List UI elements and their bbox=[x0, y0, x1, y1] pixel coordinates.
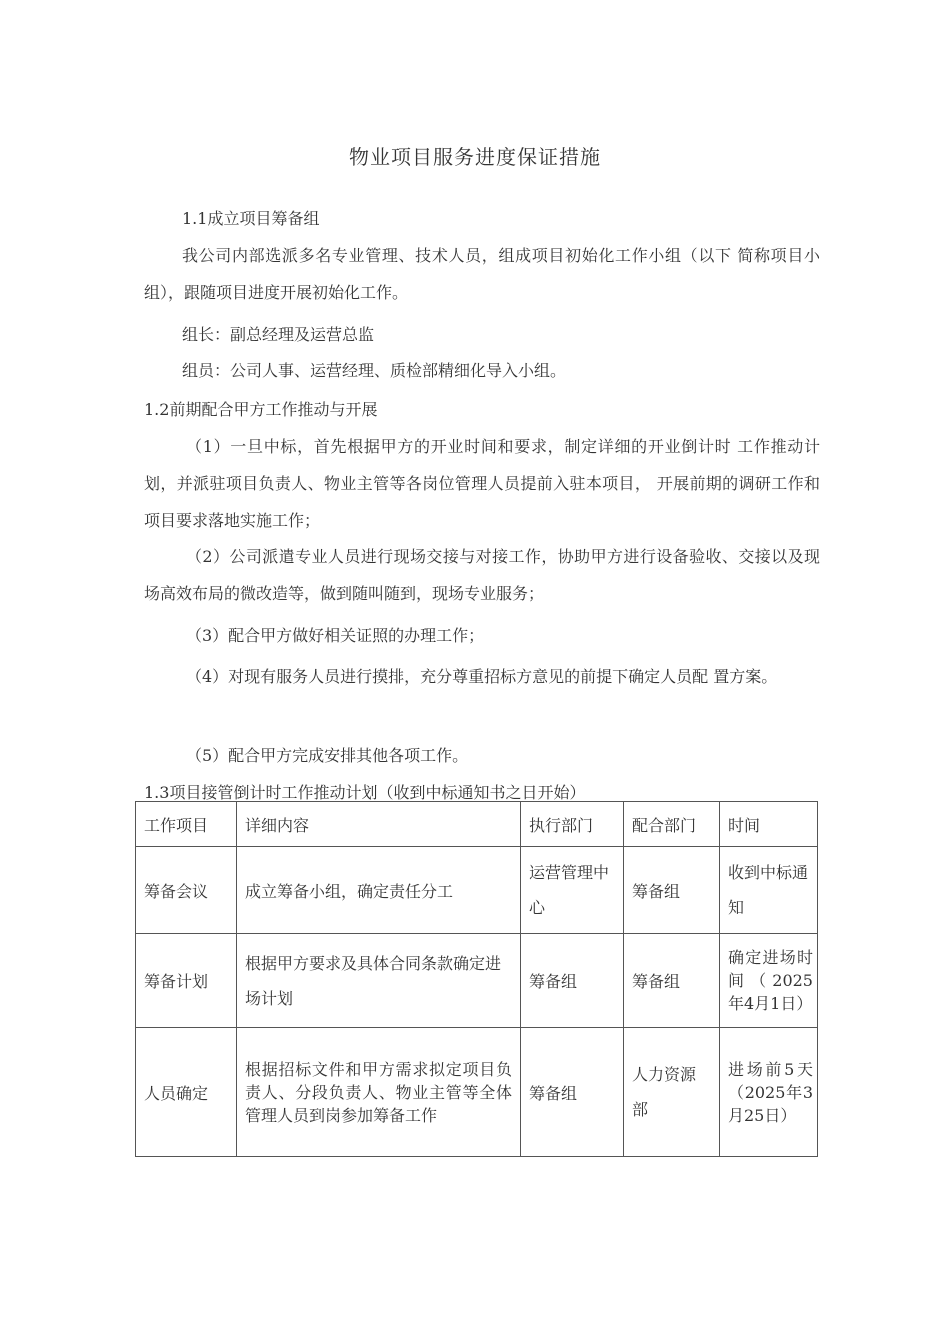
leader-line: 组长：副总经理及运营总监 bbox=[182, 325, 375, 344]
table-header-cell: 配合部门 bbox=[624, 802, 720, 847]
table-cell: 人力资源部 bbox=[624, 1028, 720, 1157]
table-row bbox=[136, 934, 818, 1028]
list-item: （3）配合甲方做好相关证照的办理工作； bbox=[186, 626, 485, 645]
table-header-cell: 执行部门 bbox=[521, 802, 624, 847]
table-cell: 筹备组 bbox=[521, 934, 624, 1028]
section-1-2-heading: 1.2前期配合甲方工作推动与开展 bbox=[144, 400, 378, 419]
table-cell: 筹备计划 bbox=[136, 934, 237, 1028]
table-cell: 筹备组 bbox=[624, 847, 720, 934]
table-cell: 根据甲方要求及具体合同条款确定进场计划 bbox=[237, 934, 521, 1028]
table-cell: 筹备会议 bbox=[136, 847, 237, 934]
section-1-3-heading: 1.3项目接管倒计时工作推动计划（收到中标通知书之日开始） bbox=[144, 783, 586, 802]
list-item: （1）一旦中标，首先根据甲方的开业时间和要求，制定详细的开业倒计时 工作推动计划，并派驻项目负责人、物业主管等各岗位管理人员提前入驻本项目， 开展前期的调研工作和项目要求落地实施工作； bbox=[144, 437, 820, 530]
table-cell: 确定进场时间（2025年4月1日） bbox=[720, 934, 818, 1028]
table-row bbox=[136, 847, 818, 934]
table-cell: 筹备组 bbox=[521, 1028, 624, 1157]
table-cell: 收到中标通知 bbox=[720, 847, 818, 934]
page-title: 物业项目服务进度保证措施 bbox=[349, 145, 601, 169]
list-item: （5）配合甲方完成安排其他各项工作。 bbox=[186, 746, 469, 765]
list-item: （4）对现有服务人员进行摸排，充分尊重招标方意见的前提下确定人员配 置方案。 bbox=[186, 667, 778, 686]
table-cell: 成立筹备小组，确定责任分工 bbox=[237, 847, 521, 934]
table-header-cell: 时间 bbox=[720, 802, 818, 847]
table-cell: 筹备组 bbox=[624, 934, 720, 1028]
table-cell: 根据招标文件和甲方需求拟定项目负责人、分段负责人、物业主管等全体管理人员到岗参加筹备工作 bbox=[237, 1028, 521, 1157]
table-header-row bbox=[136, 802, 818, 847]
table-header-cell: 工作项目 bbox=[136, 802, 237, 847]
table-cell: 人员确定 bbox=[136, 1028, 237, 1157]
table-header-cell: 详细内容 bbox=[237, 802, 521, 847]
section-1-1-paragraph: 我公司内部选派多名专业管理、技术人员，组成项目初始化工作小组（以下 简称项目小组），跟随项目进度开展初始化工作。 bbox=[144, 246, 820, 302]
section-1-1-heading: 1.1成立项目筹备组 bbox=[182, 209, 320, 228]
table-cell: 运营管理中心 bbox=[521, 847, 624, 934]
table-row bbox=[136, 1028, 818, 1157]
countdown-plan-table bbox=[135, 801, 818, 1157]
table-cell: 进场前5天（2025年3月25日） bbox=[720, 1028, 818, 1157]
list-item: （2）公司派遣专业人员进行现场交接与对接工作，协助甲方进行设备验收、交接以及现场高效布局的微改造等，做到随叫随到，现场专业服务； bbox=[144, 547, 820, 603]
members-line: 组员：公司人事、运营经理、质检部精细化导入小组。 bbox=[182, 361, 567, 380]
